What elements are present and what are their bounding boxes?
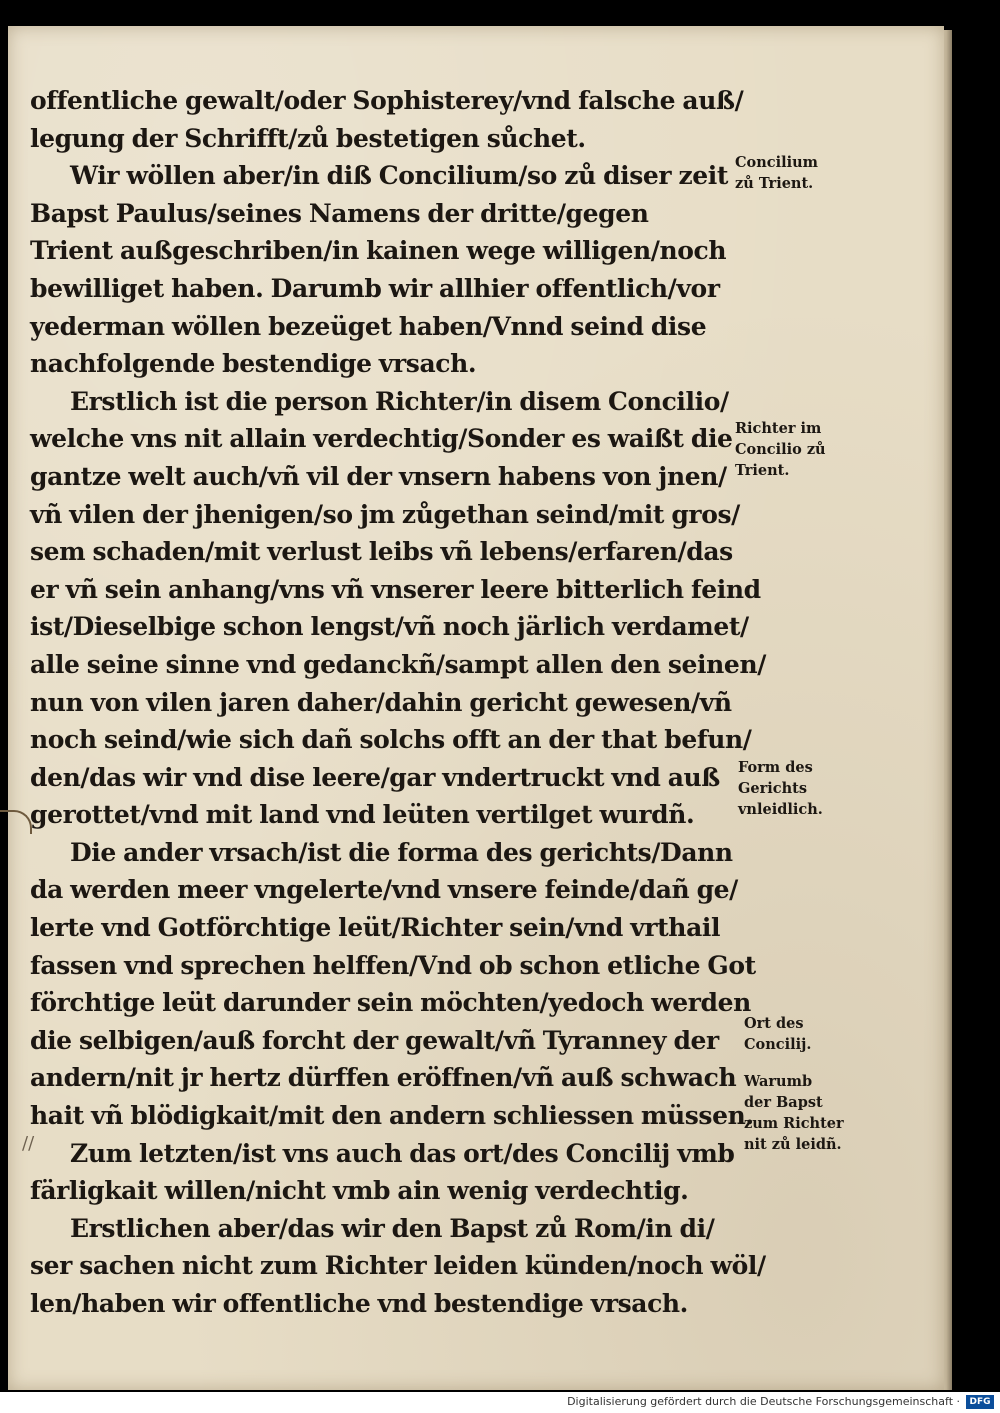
text-line: ist/Dieselbige schon lengst/vñ noch järlich verdamet/ <box>30 612 749 642</box>
text-line: hait vñ blödigkait/mit den andern schliessen müssen. <box>30 1101 754 1131</box>
margin-note-line: Richter im <box>735 420 822 437</box>
margin-note-ort-concilij <box>744 1013 874 1055</box>
text-line: Erstlichen aber/das wir den Bapst zů Rom/in di/ <box>70 1213 715 1243</box>
margin-note-line: nit zů leidñ. <box>744 1136 842 1153</box>
text-line: Wir wöllen aber/in diß Concilium/so zů diser zeit <box>70 161 729 191</box>
margin-note-concilium-trient <box>735 152 865 194</box>
margin-note-line: Concilio zů <box>735 441 826 458</box>
margin-note-line: Warumb <box>744 1073 813 1090</box>
margin-note-line: Gerichts <box>738 780 807 797</box>
margin-note-line: Concilium <box>735 154 818 171</box>
text-line: gerottet/vnd mit land vnd leüten vertilget wurdñ. <box>30 800 695 830</box>
text-line: lerte vnd Gotförchtige leüt/Richter sein/vnd vrthail <box>30 913 721 943</box>
margin-note-form-gerichts <box>738 757 868 820</box>
margin-note-warumb-bapst <box>744 1071 874 1155</box>
text-line: offentliche gewalt/oder Sophisterey/vnd falsche auß/ <box>30 86 744 115</box>
text-line: Bapst Paulus/seines Namens der dritte/gegen <box>30 198 649 228</box>
text-line: er vñ sein anhang/vns vñ vnserer leere bitterlich feind <box>30 574 761 604</box>
text-line: den/das wir vnd dise leere/gar vndertruckt vnd auß <box>30 762 720 792</box>
text-line: Zum letzten/ist vns auch das ort/des Concilij vmb <box>70 1138 735 1168</box>
margin-note-line: zum Richter <box>744 1115 844 1132</box>
margin-note-line: vnleidlich. <box>738 801 823 818</box>
text-line: färligkait willen/nicht vmb ain wenig verdechtig. <box>30 1176 689 1206</box>
margin-note-line: Form des <box>738 759 813 776</box>
text-line: nachfolgende bestendige vrsach. <box>30 349 477 379</box>
text-line: Erstlich ist die person Richter/in disem Concilio/ <box>70 386 729 416</box>
margin-note-line: Ort des <box>744 1015 804 1032</box>
text-line: gantze welt auch/vñ vil der vnsern habens von jnen/ <box>30 461 727 491</box>
pencil-mark: // <box>22 1133 35 1154</box>
margin-note-line: Trient. <box>735 462 790 479</box>
text-line: len/haben wir offentliche vnd bestendige vrsach. <box>30 1289 688 1318</box>
text-line: da werden meer vngelerte/vnd vnsere feinde/dañ ge/ <box>30 875 738 905</box>
text-line: ser sachen nicht zum Richter leiden künden/noch wöl/ <box>30 1251 766 1281</box>
text-line: bewilliget haben. Darumb wir allhier offentlich/vor <box>30 273 720 303</box>
text-line: förchtige leüt darunder sein möchten/yedoch werden <box>30 988 751 1018</box>
text-line: vñ vilen der jhenigen/so jm zůgethan seind/mit gros/ <box>30 499 740 529</box>
margin-note-line: zů Trient. <box>735 175 814 192</box>
text-line: yederman wöllen bezeüget haben/Vnnd seind dise <box>30 311 707 341</box>
text-line: die selbigen/auß forcht der gewalt/vñ Tyranney der <box>30 1025 719 1055</box>
footer-credit-text: Digitalisierung gefördert durch die Deutsche Forschungsgemeinschaft · <box>567 1395 960 1408</box>
text-line: fassen vnd sprechen helffen/Vnd ob schon etliche Got <box>30 950 756 980</box>
text-line: andern/nit jr hertz dürffen eröffnen/vñ auß schwach <box>30 1063 737 1093</box>
margin-note-line: der Bapst <box>744 1094 823 1111</box>
text-line: Die ander vrsach/ist die forma des gerichts/Dann <box>70 837 733 867</box>
main-text-block <box>30 82 766 1323</box>
footer-bar <box>0 1392 1000 1413</box>
margin-note-line: Concilij. <box>744 1036 812 1053</box>
margin-note-richter <box>735 418 865 481</box>
text-line: legung der Schrifft/zů bestetigen sůchet. <box>30 123 586 153</box>
text-line: noch seind/wie sich dañ solchs offt an der that befun/ <box>30 725 752 755</box>
text-line: nun von vilen jaren daher/dahin gericht gewesen/vñ <box>30 687 732 717</box>
text-line: welche vns nit allain verdechtig/Sonder es waißt die <box>30 424 733 454</box>
text-line: sem schaden/mit verlust leibs vñ lebens/erfaren/das <box>30 537 733 567</box>
text-line: Trient außgeschriben/in kainen wege willigen/noch <box>30 236 727 266</box>
text-line: alle seine sinne vnd gedanckñ/sampt allen den seinen/ <box>30 649 766 679</box>
dfg-logo[interactable]: DFG <box>966 1395 994 1409</box>
